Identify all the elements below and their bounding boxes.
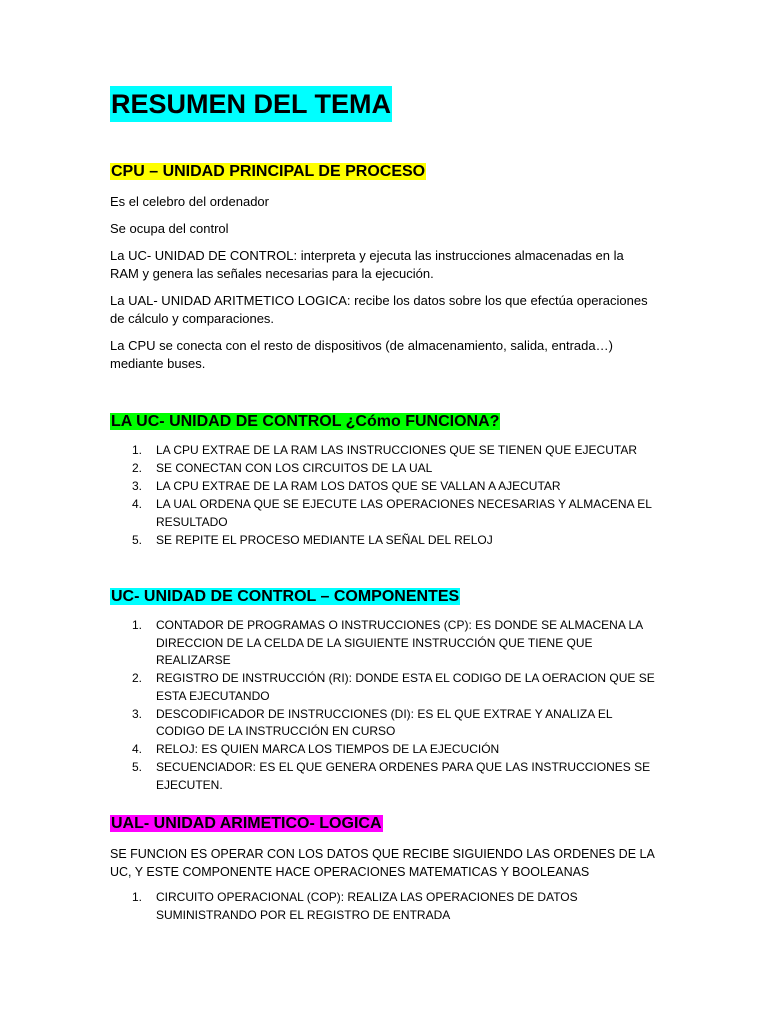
list-item: 3. LA CPU EXTRAE DE LA RAM LOS DATOS QUE SE VALLAN A AJECUTAR [132,479,561,493]
cpu-paragraph-1: Es el celebro del ordenador [110,194,269,209]
cpu-paragraph-5: La CPU se conecta con el resto de dispositivos (de almacenamiento, salida, entrada…) mediante buses. [110,338,613,371]
cpu-paragraph-2: Se ocupa del control [110,221,229,236]
list-item: 3. DESCODIFICADOR DE INSTRUCCIONES (DI): ES EL QUE EXTRAE Y ANALIZA EL CODIGO DE LA INSTRUCCIÓN EN CURSO [132,706,613,738]
ual-paragraph: SE FUNCION ES OPERAR CON LOS DATOS QUE RECIBE SIGUIENDO LAS ORDENES DE LA UC, Y ESTE COMPONENTE HACE OPERACIONES MATEMATICAS Y BOOLEANAS [110,847,655,879]
cpu-heading: CPU – UNIDAD PRINCIPAL DE PROCESO [111,163,426,180]
list-item: 5. SE REPITE EL PROCESO MEDIANTE LA SEÑAL DEL RELOJ [132,532,493,547]
uc-components-list [110,617,655,795]
list-item: 1. CIRCUITO OPERACIONAL (COP): REALIZA LAS OPERACIONES DE DATOS SUMINISTRANDO POR EL REGISTRO DE ENTRADA [132,890,578,922]
uc-components-heading: UC- UNIDAD DE CONTROL – COMPONENTES [111,588,460,605]
list-item: 1. LA CPU EXTRAE DE LA RAM LAS INSTRUCCIONES QUE SE TIENEN QUE EJECUTAR [132,443,637,457]
list-item: 4. RELOJ: ES QUIEN MARCA LOS TIEMPOS DE LA EJECUCIÓN [132,742,500,756]
cpu-paragraph-4: La UAL- UNIDAD ARITMETICO LOGICA: recibe los datos sobre los que efectúa operaciones de cálculo y comparaciones. [110,293,648,326]
uc-function-list [110,442,655,550]
list-item: 4. LA UAL ORDENA QUE SE EJECUTE LAS OPERACIONES NECESARIAS Y ALMACENA EL RESULTADO [132,497,652,529]
page-title: RESUMEN DEL TEMA [110,86,392,122]
list-item: 2. REGISTRO DE INSTRUCCIÓN (RI): DONDE ESTA EL CODIGO DE LA OERACION QUE SE ESTA EJECUTANDO [132,671,655,703]
ual-heading: UAL- UNIDAD ARIMETICO- LOGICA [111,815,382,832]
list-item: 5. SECUENCIADOR: ES EL QUE GENERA ORDENES PARA QUE LAS INSTRUCCIONES SE EJECUTEN. [132,760,651,792]
ual-list [110,889,655,925]
list-item: 2. SE CONECTAN CON LOS CIRCUITOS DE LA UAL [132,461,433,475]
cpu-paragraph-3: La UC- UNIDAD DE CONTROL: interpreta y ejecuta las instrucciones almacenadas en la RAM y genera las señales necesarias para la ejecución. [110,248,624,281]
list-item: 1. CONTADOR DE PROGRAMAS O INSTRUCCIONES (CP): ES DONDE SE ALMACENA LA DIRECCION DE LA CELDA DE LA SIGUIENTE INSTRUCCIÓN QUE TIENE QUE REALIZARSE [132,618,643,667]
uc-function-heading: LA UC- UNIDAD DE CONTROL ¿Cómo FUNCIONA? [111,413,500,430]
